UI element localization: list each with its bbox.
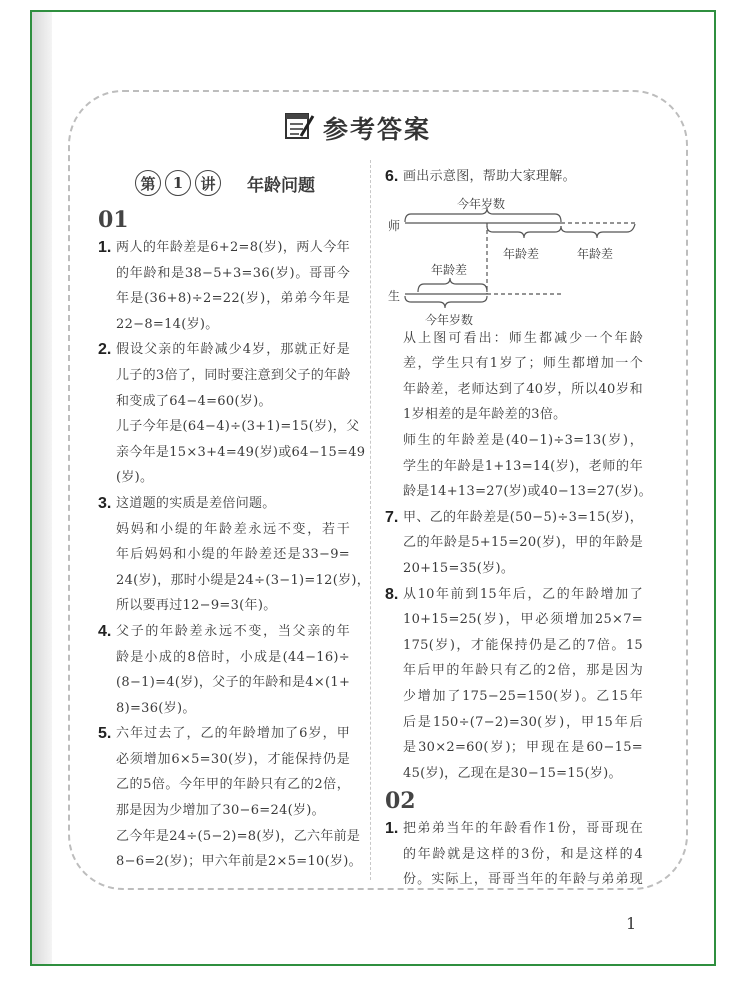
item-line: 从上图可看出：师生都减少一个年龄 bbox=[403, 330, 643, 346]
item-line: 22−8=14(岁)。 bbox=[116, 316, 219, 332]
lecture-char: 第 bbox=[135, 170, 161, 196]
item-line: 儿子今年是(64−4)÷(3+1)=15(岁)，父 bbox=[116, 419, 360, 435]
item-line: 年后妈妈和小缇的年龄差还是33−9= bbox=[116, 547, 350, 563]
title-text: 参考答案 bbox=[323, 115, 432, 144]
item-line: 20+15=35(岁)。 bbox=[403, 560, 515, 576]
item-line: 1岁相差的是年龄差的3倍。 bbox=[403, 407, 567, 423]
item-line: 把弟弟当年的年龄看作1份，哥哥现在 bbox=[403, 821, 643, 837]
item-number: 6. bbox=[385, 168, 399, 185]
item-line: 那是因为少增加了30−6=24(岁)。 bbox=[116, 803, 325, 819]
answer-item bbox=[385, 582, 643, 787]
diagram-label-age-diff: 年龄差 bbox=[577, 246, 614, 261]
answer-item bbox=[98, 721, 362, 875]
answer-item bbox=[385, 164, 643, 190]
item-number: 7. bbox=[385, 508, 399, 526]
item-line: (8−1)=4(岁)，父子的年龄和是4×(1+ bbox=[116, 675, 351, 691]
item-line: 假设父亲的年龄减少4岁，那就正好是 bbox=[116, 342, 350, 358]
item-line: 师生的年龄差是(40−1)÷3=13(岁)， bbox=[403, 432, 643, 448]
lecture-number: 1 bbox=[165, 170, 191, 196]
lecture-char: 讲 bbox=[195, 170, 221, 196]
item-number: 1. bbox=[385, 820, 399, 838]
item-line: 父子的年龄差永远不变，当父亲的年 bbox=[116, 623, 350, 639]
answer-item bbox=[385, 505, 643, 582]
item-line: 年龄差，老师达到了40岁，所以40岁和 bbox=[403, 381, 643, 397]
item-line: 年是(36+8)÷2=22(岁)，弟弟今年是 bbox=[116, 291, 350, 307]
item-line: 175(岁)，才能保持仍是乙的7倍。15 bbox=[403, 637, 643, 653]
diagram-label-student: 生 bbox=[388, 288, 401, 303]
item-line: 从10年前到15年后，乙的年龄增加了 bbox=[403, 586, 643, 602]
item-line: 这道题的实质是差倍问题。 bbox=[116, 495, 276, 511]
answer-item bbox=[98, 337, 366, 491]
answer-item bbox=[98, 619, 350, 721]
item-line: 的年龄就是这样的3份，和是这样的4 bbox=[403, 846, 643, 862]
item-line: 的年龄和是38−5+3=36(岁)。哥哥今 bbox=[116, 265, 350, 281]
section-heading: 01 bbox=[98, 207, 129, 233]
item-line: 24(岁)，那时小缇是24÷(3−1)=12(岁)， bbox=[116, 572, 371, 588]
left-column bbox=[98, 205, 371, 875]
item-line: 45(岁)，乙现在是30−15=15(岁)。 bbox=[403, 765, 622, 781]
answer-item bbox=[98, 491, 371, 619]
item-line: 学生的年龄是1+13=14(岁)，老师的年 bbox=[403, 458, 643, 474]
item-line: 差，学生只有1岁了；师生都增加一个 bbox=[403, 356, 643, 372]
diagram-label-this-year-teacher: 今年岁数 bbox=[457, 196, 506, 211]
item-number: 4. bbox=[98, 622, 112, 640]
item-line: 8−6=2(岁)；甲六年前是2×5=10(岁)。 bbox=[116, 854, 362, 870]
item-line: 乙的5倍。今年甲的年龄只有乙的2倍， bbox=[116, 777, 350, 793]
answer-item bbox=[385, 816, 643, 893]
item-number: 5. bbox=[98, 725, 112, 743]
diagram-label-age-diff: 年龄差 bbox=[431, 262, 468, 277]
answer-item bbox=[98, 235, 350, 337]
item-number: 2. bbox=[98, 341, 112, 359]
item-line: 儿子的3倍了，同时要注意到父子的年龄 bbox=[116, 367, 351, 383]
item-number: 8. bbox=[385, 585, 399, 603]
item-line: 份。实际上，哥哥当年的年龄与弟弟现 bbox=[403, 872, 643, 888]
right-column bbox=[385, 164, 652, 893]
column-divider bbox=[370, 160, 371, 880]
item-line: 年后甲的年龄只有乙的2倍，那是因为 bbox=[403, 663, 643, 679]
diagram-label-teacher: 师 bbox=[388, 218, 401, 233]
item-line: 和变成了64−4=60(岁)。 bbox=[116, 393, 272, 409]
item-number: 3. bbox=[98, 494, 112, 512]
page-number: 1 bbox=[626, 914, 637, 933]
age-diagram bbox=[385, 190, 643, 326]
item-line: 龄是小成的8倍时，小成是(44−16)÷ bbox=[116, 649, 350, 665]
item-line: 六年过去了，乙的年龄增加了6岁，甲 bbox=[116, 726, 350, 742]
lecture-name: 年龄问题 bbox=[247, 175, 315, 196]
item-line: 8)=36(岁)。 bbox=[116, 700, 196, 716]
item-line: 画出示意图，帮助大家理解。 bbox=[403, 169, 576, 184]
item-line: 亲今年是15×3+4=49(岁)或64−15=49 bbox=[116, 444, 366, 460]
lecture-heading bbox=[135, 170, 315, 196]
diagram-label-age-diff: 年龄差 bbox=[503, 246, 540, 261]
item-line: 是30×2=60(岁)；甲现在是60−15= bbox=[403, 740, 643, 756]
item-line: 10+15=25(岁)，甲必须增加25×7= bbox=[403, 612, 643, 628]
item-line: 后是150÷(7−2)=30(岁)，甲15年后 bbox=[403, 714, 643, 730]
item-line: 妈妈和小缇的年龄差永远不变，若干 bbox=[116, 521, 350, 537]
item-line: 所以要再过12−9=3(年)。 bbox=[116, 598, 277, 614]
item-line: 乙今年是24÷(5−2)=8(岁)，乙六年前是 bbox=[116, 828, 361, 844]
section-heading: 02 bbox=[385, 788, 416, 815]
item-line: (岁)。 bbox=[116, 470, 154, 486]
item-line: 必须增加6×5=30(岁)，才能保持仍是 bbox=[116, 751, 350, 767]
item-number: 1. bbox=[98, 239, 112, 256]
item-line: 甲、乙的年龄差是(50−5)÷3=15(岁)， bbox=[403, 509, 643, 525]
item-line: 龄是14+13=27(岁)或40−13=27(岁)。 bbox=[403, 484, 652, 500]
diagram-label-this-year-student: 今年岁数 bbox=[425, 312, 474, 327]
item-6-explanation bbox=[385, 326, 652, 505]
item-line: 乙的年龄是5+15=20(岁)，甲的年龄是 bbox=[403, 535, 643, 551]
page-title bbox=[283, 110, 431, 146]
item-line: 两人的年龄差是6+2=8(岁)，两人今年 bbox=[116, 240, 350, 255]
book-pen-icon bbox=[283, 110, 317, 146]
item-line: 少增加了175−25=150(岁)。乙15年 bbox=[403, 688, 643, 704]
